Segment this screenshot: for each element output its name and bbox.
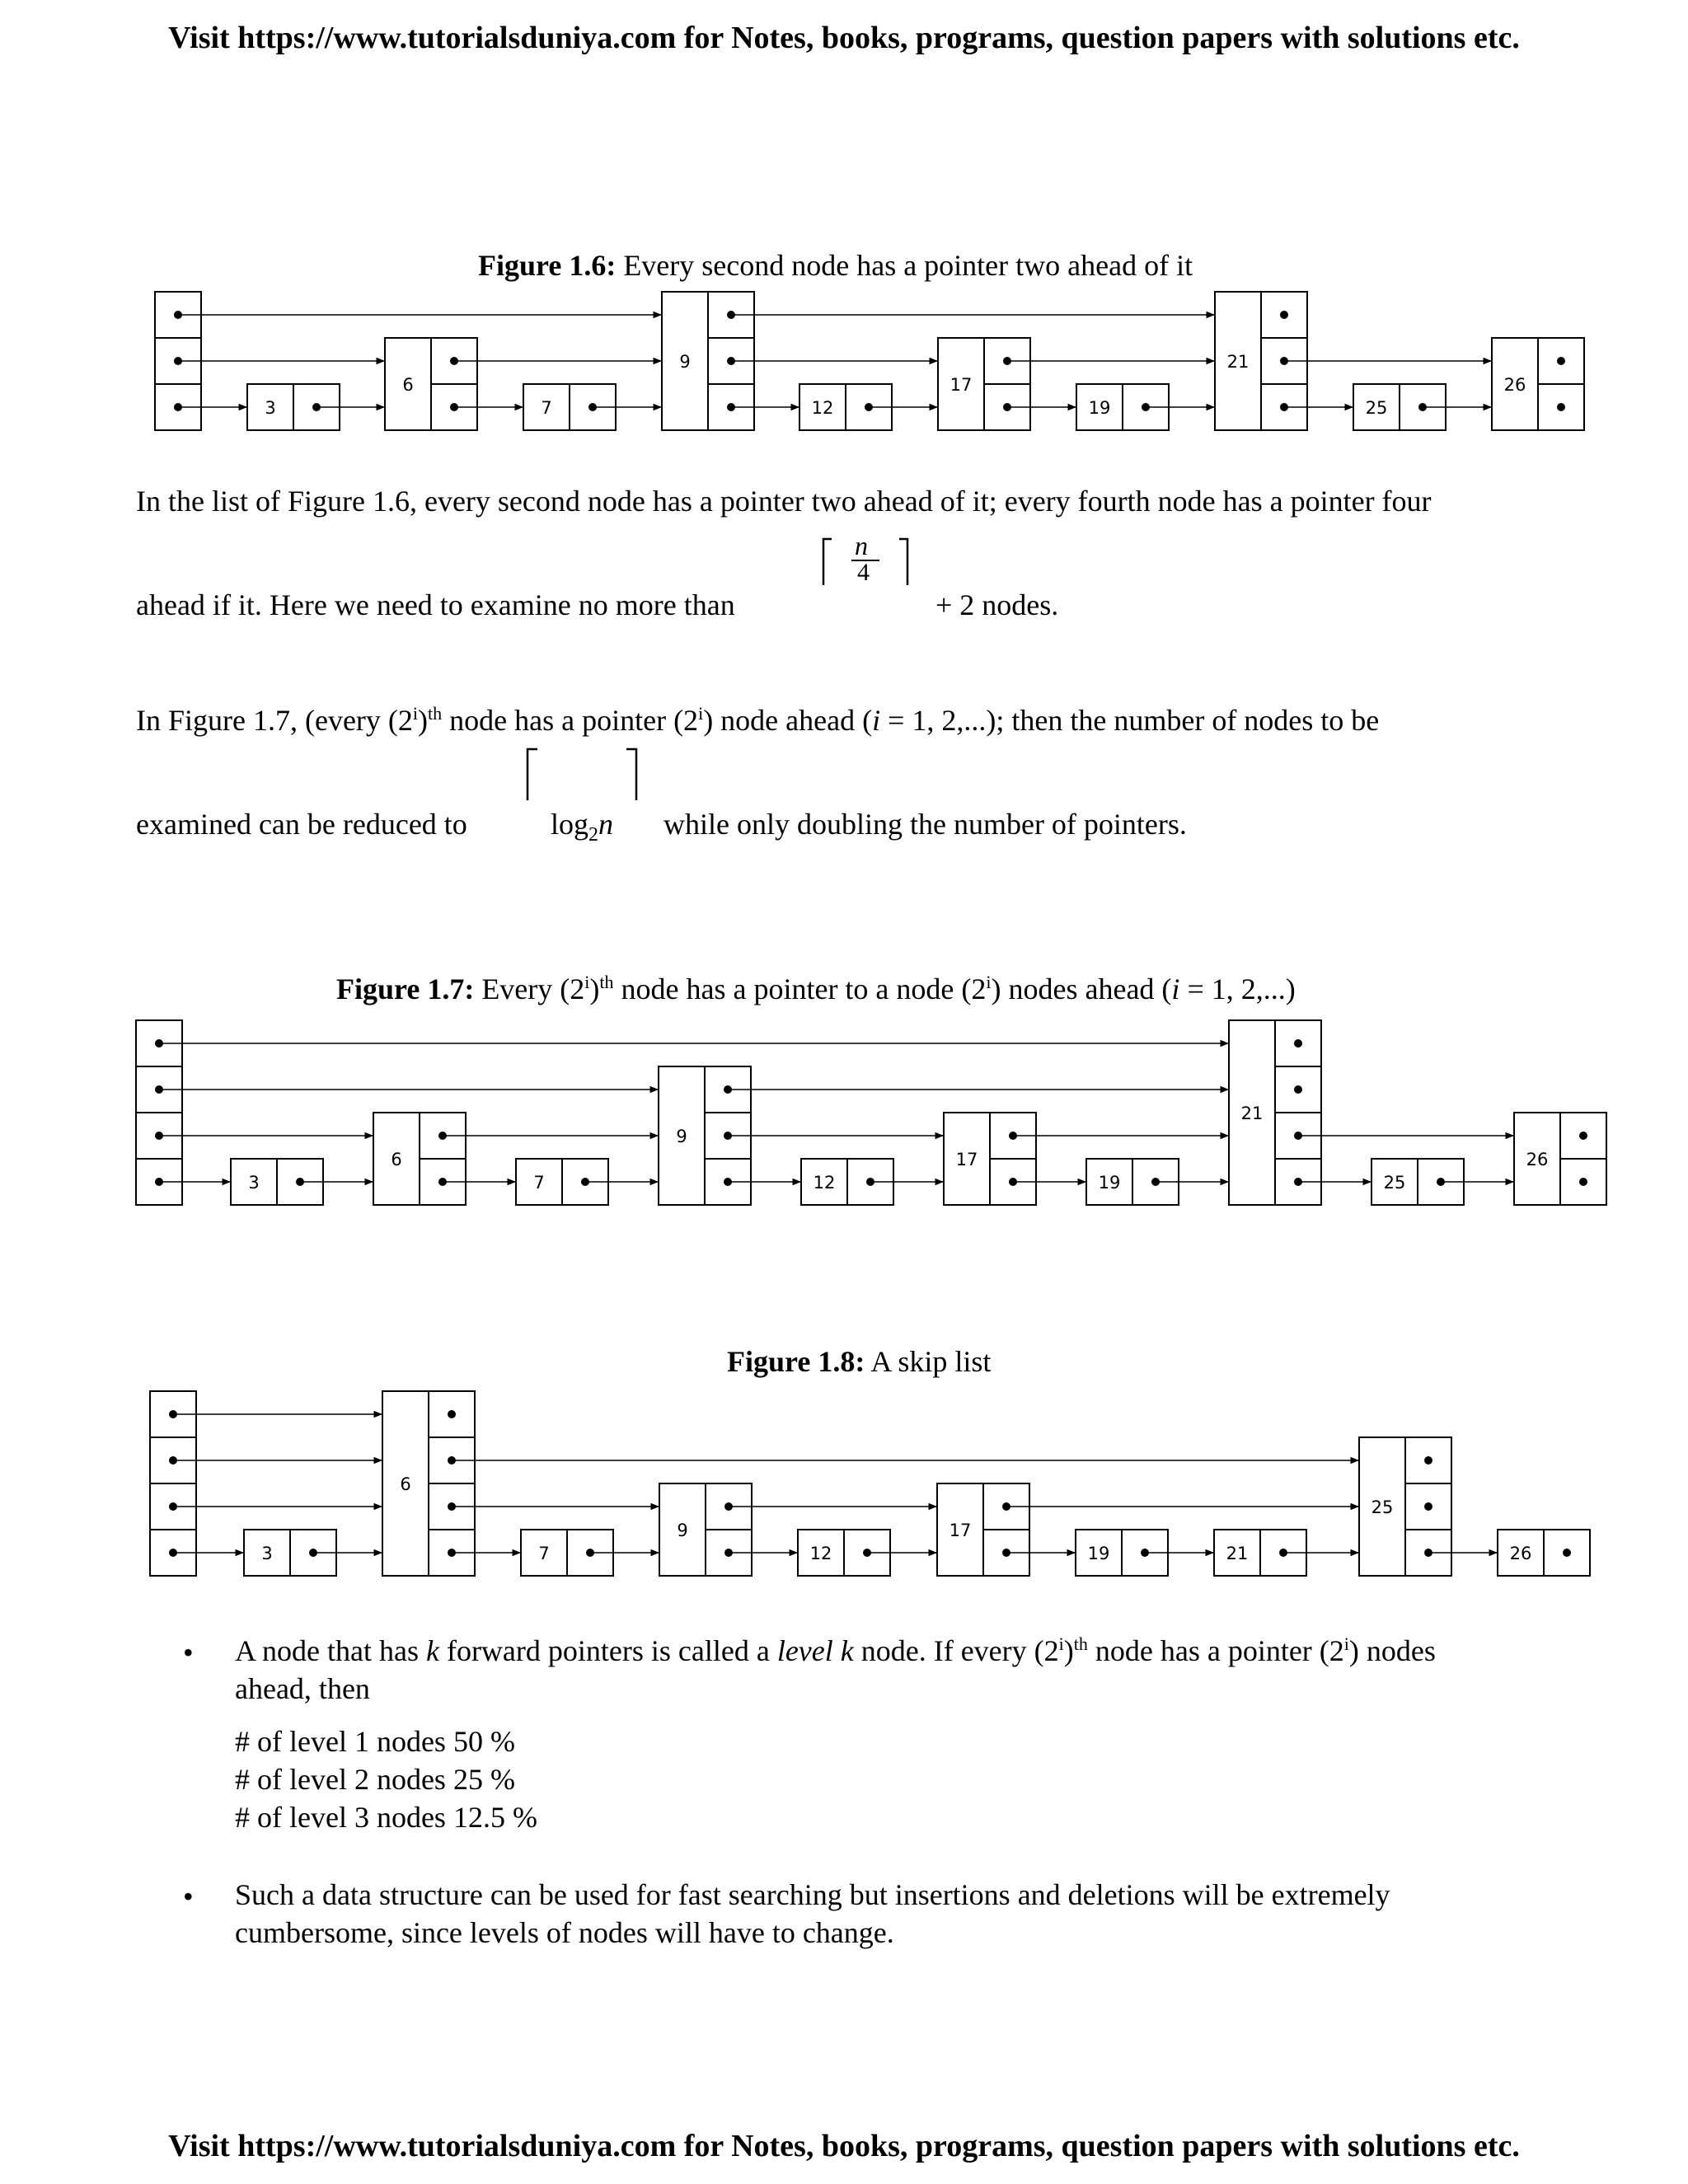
bullet-2-line-2: cumbersome, since levels of nodes will have to change. — [235, 1916, 894, 1949]
node-label-7: 7 — [538, 1544, 550, 1563]
stat-level-3: # of level 3 nodes 12.5 % — [235, 1801, 537, 1834]
node-label-26: 26 — [1503, 375, 1526, 395]
node-label-21: 21 — [1226, 352, 1250, 372]
bullet-2-marker: • — [183, 1880, 194, 1913]
footer-banner: Visit https://www.tutorialsduniya.com for Notes, books, programs, question papers with solutions etc. — [168, 2129, 1520, 2163]
ceiling-brackets — [524, 746, 640, 804]
node-label-19: 19 — [1087, 1544, 1110, 1563]
bullet-1-text: A node that has k forward pointers is called a level k node. If every $(2^i)^{th}$ node has a pointer (2$^i$) nodes — [235, 1633, 1436, 1667]
figure-1-6-text: Every second node has a pointer two ahead of it — [623, 249, 1193, 282]
stat-level-2: # of level 2 nodes 25 % — [235, 1763, 515, 1796]
node-label-3: 3 — [261, 1544, 273, 1563]
node-label-21: 21 — [1226, 1544, 1249, 1563]
ceiling-fraction — [820, 531, 911, 588]
node-label-17: 17 — [950, 375, 973, 395]
node-label-12: 12 — [813, 1173, 836, 1193]
node-label-6: 6 — [402, 375, 414, 395]
node-label-9: 9 — [677, 1521, 688, 1540]
node-label-17: 17 — [955, 1150, 978, 1169]
figure-1-6-diagram — [0, 288, 1688, 437]
figure-1-8-caption: Figure 1.8: A skip list — [727, 1345, 992, 1378]
node-label-3: 3 — [265, 398, 276, 418]
figure-1-8-diagram — [0, 1385, 1688, 1582]
header-banner: Visit https://www.tutorialsduniya.com for Notes, books, programs, question papers with solutions etc. — [168, 21, 1520, 55]
null-pointer-dot — [1424, 1502, 1432, 1511]
figure-1-7-diagram — [0, 1014, 1688, 1212]
node-label-25: 25 — [1371, 1497, 1394, 1517]
node-label-21: 21 — [1240, 1104, 1264, 1123]
node-label-3: 3 — [248, 1173, 260, 1193]
paragraph-1-line-2-start: ahead if it. Here we need to examine no more than — [136, 588, 735, 621]
node-label-19: 19 — [1088, 398, 1111, 418]
node-label-19: 19 — [1098, 1173, 1121, 1193]
paragraph-1-line-1: In the list of Figure 1.6, every second node has a pointer two ahead of it; every fourth node has a pointer four — [136, 485, 1432, 518]
null-pointer-dot — [1294, 1039, 1302, 1047]
node-label-9: 9 — [676, 1127, 687, 1146]
null-pointer-dot — [1557, 403, 1565, 411]
node-label-6: 6 — [400, 1474, 411, 1494]
fraction-denominator: 4 — [857, 559, 870, 586]
node-label-7: 7 — [533, 1173, 545, 1193]
bullet-2-line-1: Such a data structure can be used for fast searching but insertions and deletions will be extremely — [235, 1878, 1390, 1911]
null-pointer-dot — [448, 1410, 456, 1418]
node-label-26: 26 — [1526, 1150, 1549, 1169]
node-label-9: 9 — [679, 352, 691, 372]
paragraph-1-line-2-end: + 2 nodes. — [935, 588, 1059, 621]
figure-1-6-caption — [478, 247, 1193, 284]
null-pointer-dot — [1557, 357, 1565, 365]
node-label-12: 12 — [811, 398, 834, 418]
bullet-1-line-2: ahead, then — [235, 1672, 370, 1705]
null-pointer-dot — [1563, 1549, 1571, 1557]
null-pointer-dot — [1579, 1178, 1587, 1186]
bullet-1-marker: • — [183, 1636, 194, 1669]
null-pointer-dot — [1280, 311, 1288, 319]
node-label-17: 17 — [949, 1521, 972, 1540]
paragraph-2-line-2-start: examined can be reduced to — [136, 808, 467, 841]
node-label-7: 7 — [541, 398, 552, 418]
node-label-25: 25 — [1365, 398, 1388, 418]
null-pointer-dot — [1424, 1456, 1432, 1465]
figure-1-7-caption: Figure 1.7: Every $(2^i)^{th}$ node has a pointer to a node (2$^i$) nodes ahead (i = 1, 2,...) — [336, 972, 1296, 1005]
node-label-12: 12 — [809, 1544, 832, 1563]
fraction-numerator: n — [855, 531, 868, 560]
paragraph-2-line-1: In Figure 1.7, (every $(2^i)^{th}$ node has a pointer (2$^i$) node ahead (i = 1, 2,...); then the number of nodes to be — [136, 703, 1380, 737]
null-pointer-dot — [1294, 1085, 1302, 1094]
figure-1-6-label: Figure 1.6: — [478, 249, 617, 282]
log-expression: $\log_2n$ — [551, 808, 614, 846]
node-label-26: 26 — [1509, 1544, 1532, 1563]
stat-level-1: # of level 1 nodes 50 % — [235, 1725, 515, 1758]
paragraph-2-line-2-end: while only doubling the number of pointers. — [663, 808, 1187, 841]
node-label-6: 6 — [391, 1150, 402, 1169]
null-pointer-dot — [1579, 1132, 1587, 1140]
node-label-25: 25 — [1383, 1173, 1406, 1193]
